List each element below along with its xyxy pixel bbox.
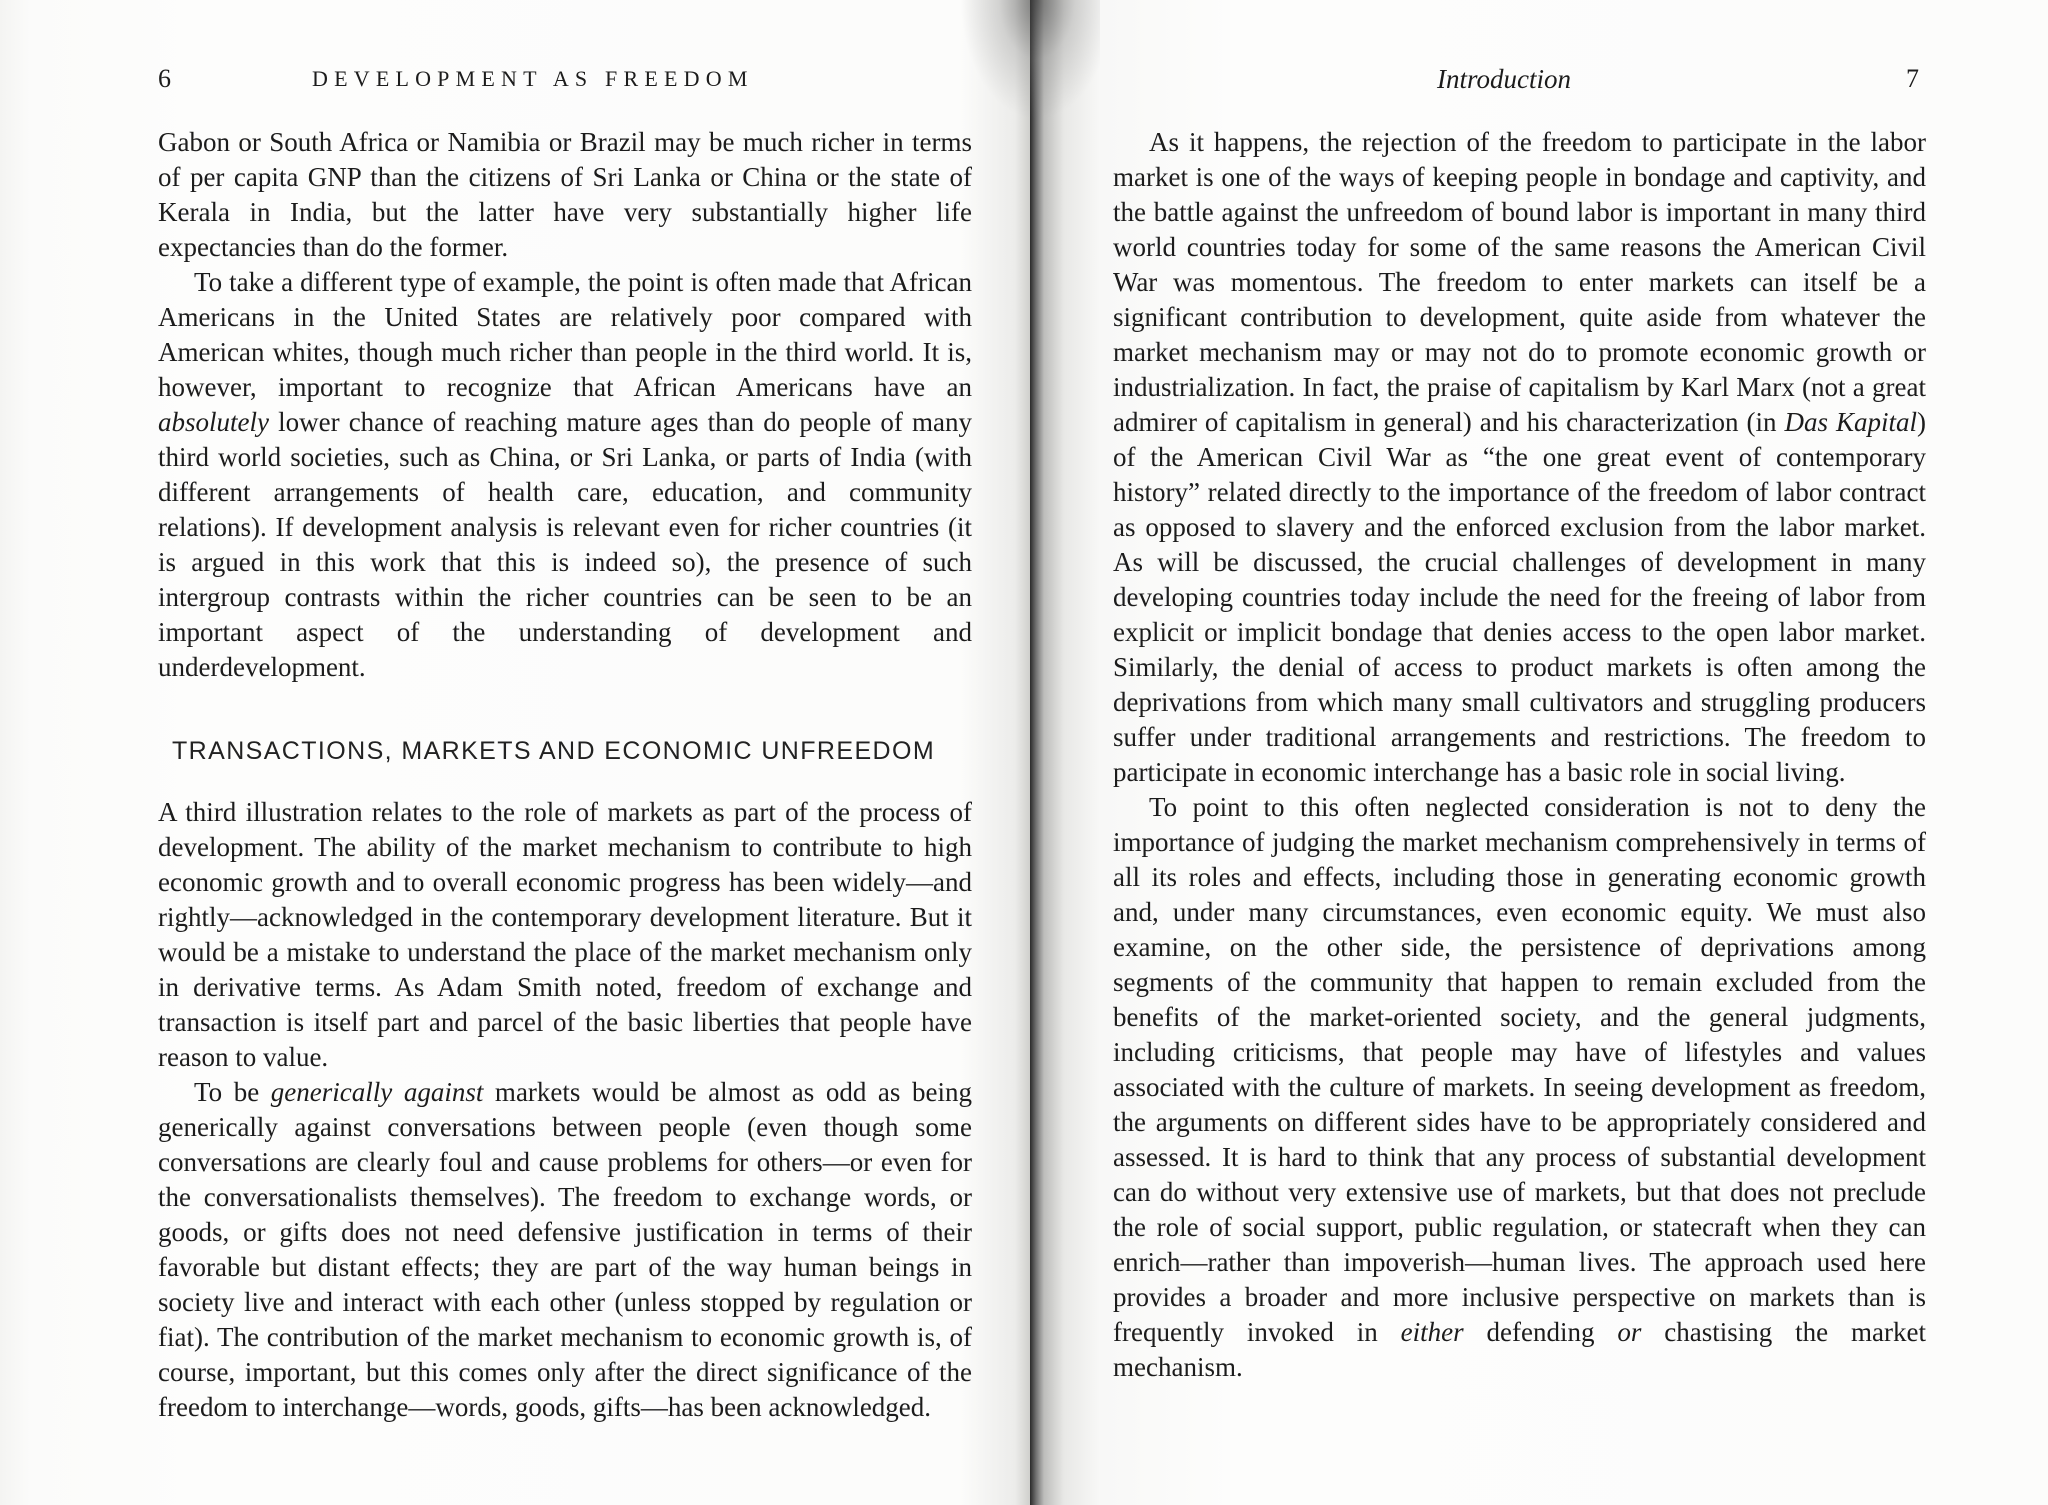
section-heading: TRANSACTIONS, MARKETS AND ECONOMIC UNFREEDOM [172,737,936,765]
right-paragraph-1 [1113,125,1926,790]
right-paragraph-2-text-b: chastising the market mechanism. [1113,1317,1926,1382]
right-paragraph-2-emphasis-2: or [1617,1317,1642,1347]
gutter-shadow [960,0,1100,120]
right-paragraph-1-emphasis: Das Kapital [1784,407,1917,437]
left-paragraph-2-text-b: lower chance of reaching mature ages than do people of many third world societies, such as China, or Sri Lanka, or parts of India (with different arrangements of health care, education, and community relations). If development analysis is relevant even for richer countries (it is argued in this work that this is indeed so), the presence of such intergroup contrasts within the richer countries can be seen to be an important aspect of the understanding of development and underdevelopment. [158,407,972,682]
left-text-block-top [158,125,972,685]
right-text-block [1113,125,1926,1385]
left-paragraph-4-emphasis: generically against [270,1077,484,1107]
right-paragraph-2 [1113,790,1926,1385]
right-paragraph-1-text-a: As it happens, the rejection of the freedom to participate in the labor market is one of the ways of keeping people in bondage and captivity, and the battle against the unfreedom of bound labor is important in many third world countries today for some of the same reasons the American Civil War was momentous. The freedom to enter markets can itself be a significant contribution to development, quite aside from whatever the market mechanism may or may not do to promote economic growth or industrialization. In fact, the praise of capitalism by Karl Marx (not a great admirer of capitalism in general) and his characterization (in [1113,127,1926,437]
right-paragraph-2-text-a: To point to this often neglected consideration is not to deny the importance of judging the market mechanism comprehensively in terms of all its roles and effects, including those in generating economic growth and, under many circumstances, even economic equity. We must also examine, on the other side, the persistence of deprivations among segments of the community that happen to remain excluded from the benefits of the market-oriented society, and the general judgments, including criticisms, that people may have of lifestyles and values associated with the culture of markets. In seeing development as freedom, the arguments on different sides have to be appropriately considered and assessed. It is hard to think that any process of substantial development can do without very extensive use of markets, but that does not preclude the role of social support, public regulation, or statecraft when they can enrich—rather than impoverish—human lives. The approach used here provides a broader and more inclusive perspective on markets than is frequently invoked in [1113,792,1926,1347]
right-paragraph-2-emphasis-1: either [1400,1317,1464,1347]
left-paragraph-2-text-a: To take a different type of example, the point is often made that African Americans in the United States are relatively poor compared with American whites, though much richer than people in the third world. It is, however, important to recognize that African Americans have an [158,267,972,402]
left-paragraph-4-text-a: To be [194,1077,271,1107]
left-paragraph-3: A third illustration relates to the role of markets as part of the process of development. The ability of the market mechanism to contribute to high economic growth and to overall economic progress has been widely—and rightly—acknowledged in the contemporary development literature. But it would be a mistake to understand the place of the market mechanism only in derivative terms. As Adam Smith noted, freedom of exchange and transaction is itself part and parcel of the basic liberties that people have reason to value. [158,797,972,1072]
left-paragraph-4 [158,1075,972,1425]
right-running-head: Introduction [1437,64,1571,94]
left-paragraph-2 [158,265,972,685]
right-page-number: 7 [1906,64,1919,93]
left-paragraph-1: Gabon or South Africa or Namibia or Brazil may be much richer in terms of per capita GNP than the citizens of Sri Lanka or China or the state of Kerala in India, but the latter have very substantially higher life expectancies than do the former. [158,127,972,262]
left-page-number: 6 [158,64,171,93]
left-text-block-bottom [158,795,972,1425]
left-paragraph-4-text-b: markets would be almost as odd as being generically against conversations between people (even though some conversations are clearly foul and cause problems for others—or even for the conversationalists themselves). The freedom to exchange words, or goods, or gifts does not need defensive justification in terms of their favorable but distant effects; they are part of the way human beings in society live and interact with each other (unless stopped by regulation or fiat). The contribution of the market mechanism to economic growth is, of course, important, but this comes only after the direct significance of the freedom to interchange—words, goods, gifts—has been acknowledged. [158,1077,972,1422]
left-paragraph-2-emphasis: absolutely [158,407,269,437]
right-paragraph-2-text-mid: defending [1463,1317,1618,1347]
left-running-head: DEVELOPMENT AS FREEDOM [312,66,754,91]
right-paragraph-1-text-b: ) of the American Civil War as “the one great event of contemporary history” related directly to the importance of the freedom of labor contract as opposed to slavery and the enforced exclusion from the labor market. As will be discussed, the crucial challenges of development in many developing countries today include the need for the freeing of labor from explicit or implicit bondage that denies access to the open labor market. Similarly, the denial of access to product markets is often among the deprivations from which many small cultivators and struggling producers suffer under traditional arrangements and restrictions. The freedom to participate in economic interchange has a basic role in social living. [1113,407,1926,787]
